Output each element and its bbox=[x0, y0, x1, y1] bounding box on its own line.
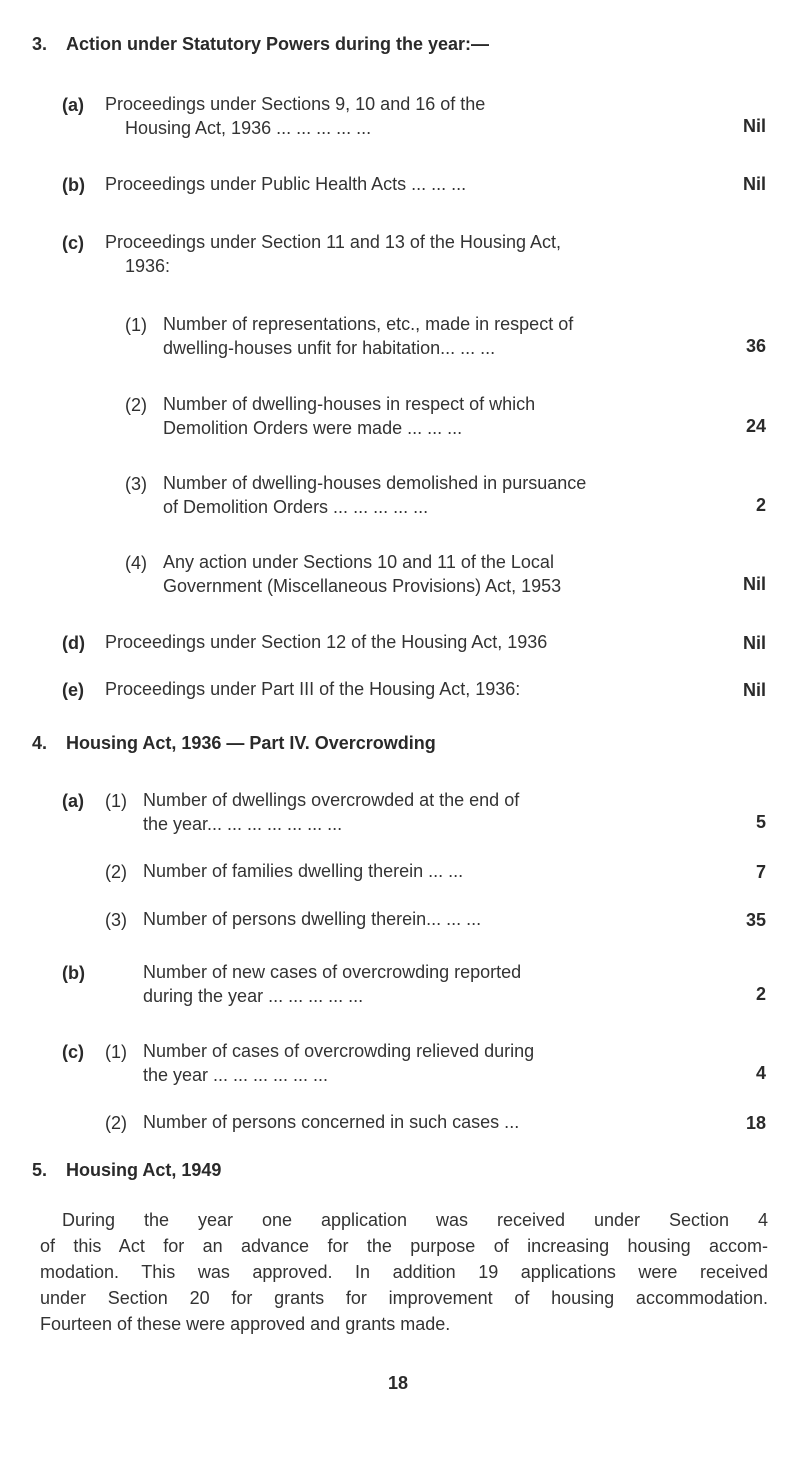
item-3c3-line-1: Number of dwelling-houses demolished in pursuance bbox=[163, 473, 587, 493]
item-4c1-text bbox=[143, 1039, 534, 1087]
section-4-number: 4. bbox=[32, 733, 48, 753]
item-3a-mark: (a) bbox=[62, 95, 84, 115]
item-4a-mark: (a) bbox=[62, 791, 84, 811]
item-4a2-line-1: Number of families dwelling therein ... ... bbox=[143, 861, 464, 881]
item-4b-mark: (b) bbox=[62, 963, 85, 983]
item-4a3-value: 35 bbox=[745, 910, 766, 930]
item-4c-mark: (c) bbox=[62, 1042, 84, 1062]
item-3e-text bbox=[105, 677, 520, 701]
item-4c1-value: 4 bbox=[755, 1063, 766, 1083]
section-3-heading bbox=[32, 34, 489, 55]
item-3d-text bbox=[105, 630, 547, 654]
item-3d-mark: (d) bbox=[62, 633, 85, 653]
item-3c1-line-2: dwelling-houses unfit for habitation... ... ... bbox=[163, 338, 496, 358]
item-4c2-line-1: Number of persons concerned in such cases ... bbox=[143, 1112, 520, 1132]
item-3b-mark: (b) bbox=[62, 175, 85, 195]
item-3c3-value: 2 bbox=[755, 495, 766, 515]
item-4a2-text bbox=[143, 859, 463, 883]
item-3c4-mark: (4) bbox=[125, 553, 147, 573]
paragraph-line-1: During the year one application was received under Section 4 bbox=[62, 1210, 768, 1230]
item-4a2-mark: (2) bbox=[105, 862, 127, 882]
section-5-number: 5. bbox=[32, 1160, 48, 1180]
section-3-title: Action under Statutory Powers during the year:— bbox=[66, 34, 490, 54]
item-3e-value: Nil bbox=[742, 680, 766, 700]
item-3c-text bbox=[105, 230, 561, 278]
item-3c3-mark: (3) bbox=[125, 474, 147, 494]
item-3c2-line-1: Number of dwelling-houses in respect of which bbox=[163, 394, 536, 414]
item-3c4-value: Nil bbox=[742, 574, 766, 594]
item-4a3-line-1: Number of persons dwelling therein... ... ... bbox=[143, 909, 482, 929]
item-3c4-line-1: Any action under Sections 10 and 11 of the Local bbox=[163, 552, 554, 572]
item-3c2-text bbox=[163, 392, 535, 440]
item-4b-line-1: Number of new cases of overcrowding reported bbox=[143, 962, 522, 982]
item-3c4-line-2: Government (Miscellaneous Provisions) Act, 1953 bbox=[163, 576, 562, 596]
page-number: 18 bbox=[388, 1373, 409, 1393]
item-3c4-text bbox=[163, 550, 561, 598]
item-3c-line-2: 1936: bbox=[125, 256, 171, 276]
item-3a-line-2: Housing Act, 1936 ... ... ... ... ... bbox=[125, 118, 372, 138]
item-4a1-text bbox=[143, 788, 519, 836]
item-3c1-line-1: Number of representations, etc., made in respect of bbox=[163, 314, 574, 334]
item-4a1-mark: (1) bbox=[105, 791, 127, 811]
item-3c-mark: (c) bbox=[62, 233, 84, 253]
item-4c2-mark: (2) bbox=[105, 1113, 127, 1133]
item-3c3-line-2: of Demolition Orders ... ... ... ... ... bbox=[163, 497, 429, 517]
item-3e-line-1: Proceedings under Part III of the Housing Act, 1936: bbox=[105, 679, 521, 699]
item-3b-value: Nil bbox=[742, 174, 766, 194]
section-5-heading bbox=[32, 1160, 221, 1181]
item-4a1-value: 5 bbox=[755, 812, 766, 832]
item-3c1-text bbox=[163, 312, 573, 360]
paragraph-line-5: Fourteen of these were approved and grants made. bbox=[40, 1314, 451, 1334]
item-4b-line-2: during the year ... ... ... ... ... bbox=[143, 986, 364, 1006]
item-3e-mark: (e) bbox=[62, 680, 84, 700]
item-3c2-mark: (2) bbox=[125, 395, 147, 415]
item-3d-line-1: Proceedings under Section 12 of the Housing Act, 1936 bbox=[105, 632, 548, 652]
item-4b-value: 2 bbox=[755, 984, 766, 1004]
section-5-title: Housing Act, 1949 bbox=[66, 1160, 222, 1180]
item-4c2-value: 18 bbox=[745, 1113, 766, 1133]
item-3a-line-1: Proceedings under Sections 9, 10 and 16 of the bbox=[105, 94, 486, 114]
item-4a3-mark: (3) bbox=[105, 910, 127, 930]
section-4-title: Housing Act, 1936 — Part IV. Overcrowding bbox=[66, 733, 436, 753]
section-3-number: 3. bbox=[32, 34, 48, 54]
item-3a-text bbox=[105, 92, 485, 140]
item-3c3-text bbox=[163, 471, 586, 519]
item-4b-text bbox=[143, 960, 521, 1008]
item-3b-line-1: Proceedings under Public Health Acts ... ... ... bbox=[105, 174, 467, 194]
item-3c1-value: 36 bbox=[745, 336, 766, 356]
item-4c2-text bbox=[143, 1110, 519, 1134]
item-3b-text bbox=[105, 172, 466, 196]
paragraph-line-2: of this Act for an advance for the purpose of increasing housing accom- bbox=[40, 1236, 768, 1256]
item-3c1-mark: (1) bbox=[125, 315, 147, 335]
item-3c2-line-2: Demolition Orders were made ... ... ... bbox=[163, 418, 463, 438]
paragraph-line-3: modation. This was approved. In addition 19 applications were received bbox=[40, 1262, 768, 1282]
item-3d-value: Nil bbox=[742, 633, 766, 653]
item-4c1-line-1: Number of cases of overcrowding relieved during bbox=[143, 1041, 535, 1061]
item-4c1-mark: (1) bbox=[105, 1042, 127, 1062]
item-4a3-text bbox=[143, 907, 481, 931]
item-4a1-line-2: the year... ... ... ... ... ... ... bbox=[143, 814, 343, 834]
item-3c2-value: 24 bbox=[745, 416, 766, 436]
item-3c-line-1: Proceedings under Section 11 and 13 of the Housing Act, bbox=[105, 232, 561, 252]
item-4a2-value: 7 bbox=[755, 862, 766, 882]
item-4a1-line-1: Number of dwellings overcrowded at the end of bbox=[143, 790, 520, 810]
paragraph-line-4: under Section 20 for grants for improvement of housing accommodation. bbox=[40, 1288, 768, 1308]
item-4c1-line-2: the year ... ... ... ... ... ... bbox=[143, 1065, 329, 1085]
item-3a-value: Nil bbox=[742, 116, 766, 136]
section-4-heading bbox=[32, 733, 436, 754]
section-5-paragraph bbox=[40, 1207, 768, 1337]
